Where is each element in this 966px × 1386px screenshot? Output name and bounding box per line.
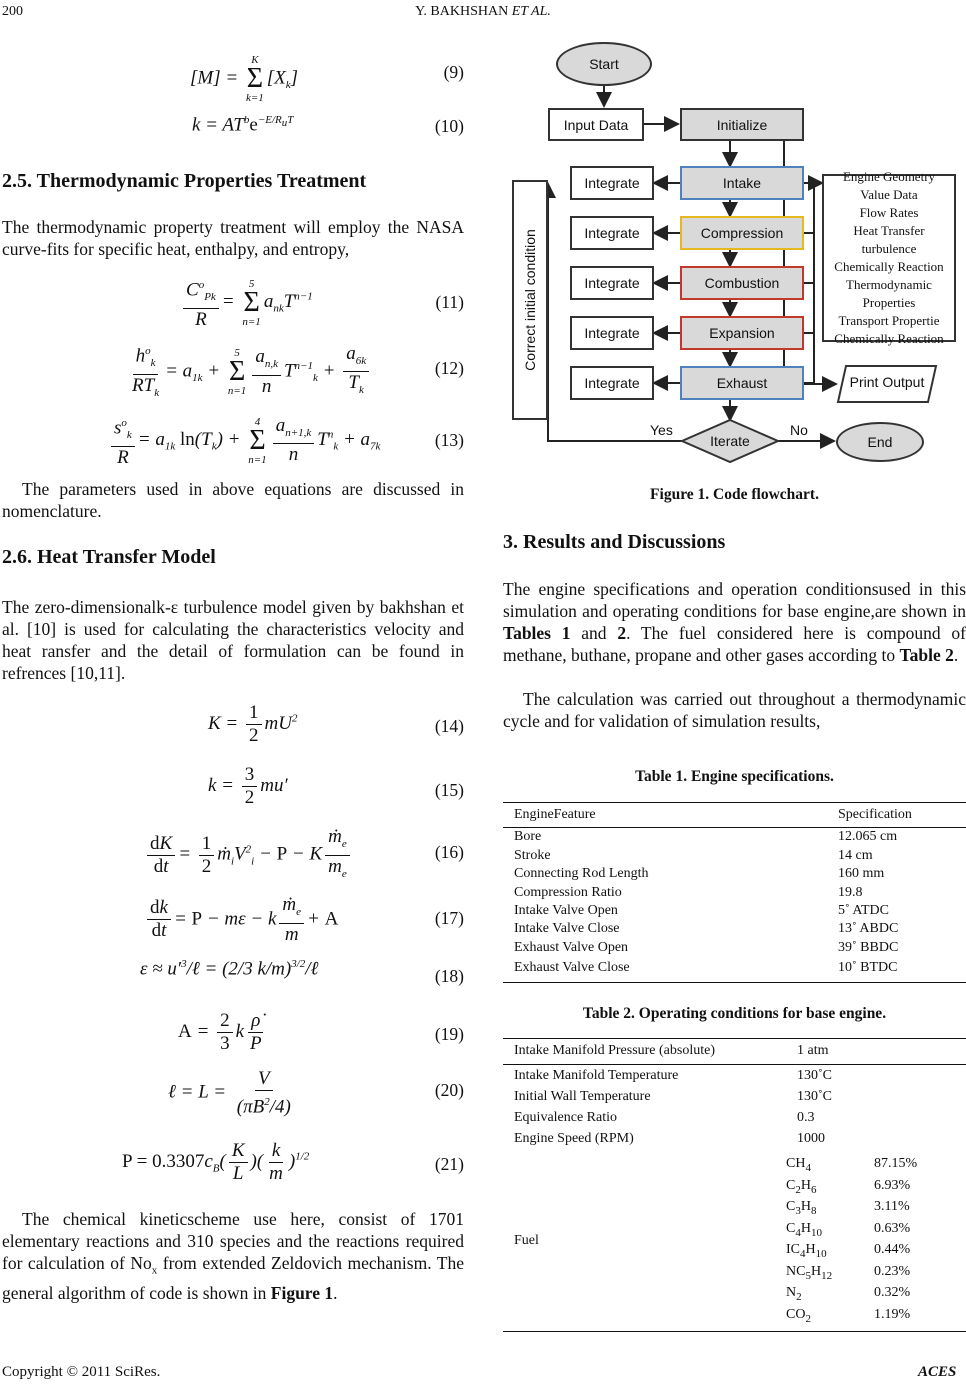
fuel-percent: 0.32%: [874, 1285, 911, 1301]
fuel-species: $CO_2$: [786, 1306, 811, 1325]
equation-9: [M] = K Σ k=1 $[X_k]$ (9): [190, 54, 464, 104]
paragraph-calculation: The calculation was carried out throughout a thermodynamic cycle and for validation of simulation results,: [503, 689, 966, 731]
equation-12: $\frac{h^o_k}{RT_k}$ = $a_{1k}$ + 5 Σ n=1 $\frac{a_{n,k}}{n}$ $T^{n-1}_k$ + $\frac{a_{6k}}{T_k}$ (12): [2, 340, 464, 396]
table-cell: 160 mm: [838, 866, 885, 882]
table-cell: 0.3: [797, 1110, 815, 1126]
fuel-species: $IC_4H_{10}$: [786, 1242, 827, 1261]
table-2-header-value: 1 atm: [797, 1043, 829, 1058]
no-label: No: [790, 422, 808, 438]
print-output-label: Print Output: [849, 374, 925, 390]
fuel-row: [786, 1196, 966, 1218]
paragraph-kinetics: The chemical kineticscheme use here, consist of 1701 elementary reactions and 310 species and the reactions required for calculation of $No_x$ from extended Zeldovich mechanism. The general algorithm of code is shown in Figure 1.: [2, 1209, 464, 1303]
table-2-link[interactable]: 2: [617, 623, 627, 643]
paragraph-heat-transfer: The zero-dimensionalk-ε turbulence model given by bakhshan et al. [10] is used for calculating the characteristics velocity and heat ransfer and the detail of formulation can be found in refrences [10,11].: [2, 597, 464, 683]
fuel-row: [786, 1304, 966, 1326]
table-cell: 14 cm: [838, 847, 873, 863]
iterate-label: Iterate: [710, 433, 750, 449]
table-cell: 39˚ BBDC: [838, 939, 899, 955]
end-node: End: [836, 422, 924, 462]
fuel-percent: 1.19%: [874, 1306, 911, 1322]
equation-17: $\frac{dk}{dt}$ = P − mε − k $\frac{ṁ_e}{m}$ + A (17): [2, 894, 464, 950]
initialize-box: Initialize: [680, 108, 804, 141]
table-row: [503, 902, 966, 920]
table-1: [503, 802, 966, 983]
table-row: [503, 920, 966, 938]
fuel-percent: 87.15%: [874, 1156, 918, 1172]
info-line: Chemically Reaction: [834, 331, 944, 346]
compression-box: Compression: [680, 216, 804, 250]
table-cell: Stroke: [514, 847, 551, 863]
table-1-header-feature: EngineFeature: [514, 807, 596, 822]
equation-10: $k = AT^be^{-E/R_uT}$ (10): [192, 114, 464, 136]
fuel-species: $C_2H_6$: [786, 1177, 817, 1196]
table-row: [503, 828, 966, 847]
fuel-percent: 0.23%: [874, 1263, 911, 1279]
table-row: [503, 1107, 966, 1128]
fuel-row: [786, 1175, 966, 1197]
table-1-link[interactable]: Tables 1: [503, 623, 571, 643]
table-row: [503, 865, 966, 883]
info-line: Heat Transfer: [853, 223, 925, 238]
table-cell: Compression Ratio: [514, 884, 622, 900]
info-line: Chemically Reaction: [834, 259, 944, 274]
info-line: Transport Propertie: [838, 313, 940, 328]
table-1-header-spec: Specification: [838, 807, 912, 822]
equation-18: $\varepsilon \approx u'^3/\ell = (2/3$ k/m)$^{3/2}$/ℓ (18): [140, 958, 464, 986]
info-line: Engine Geometry: [842, 169, 936, 184]
table-cell: Initial Wall Temperature: [514, 1089, 651, 1105]
table-cell: 130˚C: [797, 1068, 832, 1084]
table-row: [503, 1086, 966, 1107]
expansion-box: Expansion: [680, 316, 804, 350]
section-title-2-6: 2.6. Heat Transfer Model: [2, 546, 216, 568]
equation-21: $P = 0.3307c_B$( $\frac{K}{L}$ )( $\frac{k}{m}$ )$^{1/2}$ (21): [122, 1140, 464, 1184]
equation-20: ℓ = L = $\frac{V}{(\pi B^2/4)}$ (20): [168, 1068, 464, 1118]
equation-11: $\frac{C^o_{Pk}}{R}$ = 5 Σ n=1 $a_{nk}T^{n-1}$ (11): [2, 274, 464, 330]
equation-13: $\frac{s^o_k}{R}$ = $a_{1k}$ $\ln(T_k)$ + 4 Σ n=1 $\frac{a_{n+1,k}}{n}$ $T^n_k + a_{7k}$ (13): [2, 412, 464, 468]
right-column: [503, 0, 966, 1386]
equation-19: A = $\frac{2}{3}$ k $\frac{\rhȯ}{P}$ (19): [178, 1010, 464, 1054]
fuel-row: [786, 1239, 966, 1261]
info-line: Flow Rates: [859, 205, 919, 220]
info-line: turbulence: [861, 241, 917, 256]
table-cell: 12.065 cm: [838, 829, 898, 845]
yes-label: Yes: [650, 422, 673, 438]
equation-16: $\frac{dK}{dt}$ = $\frac{1}{2}$ $ṁ_iV^2_i - P - K$ $\frac{ṁ_e}{m_e}$ (16): [2, 826, 464, 882]
table-2: [503, 1038, 966, 1332]
fuel-percent: 3.11%: [874, 1199, 910, 1215]
section-title-2-5: 2.5. Thermodynamic Properties Treatment: [2, 170, 367, 192]
copyright: Copyright © 2011 SciRes.: [2, 1364, 161, 1380]
table-row: [503, 1065, 966, 1087]
integrate-box-3: Integrate: [570, 266, 654, 300]
fuel-species: $CH_4$: [786, 1156, 811, 1175]
correct-initial-condition-box: Correct initial condition: [512, 180, 548, 420]
fuel-row: [786, 1282, 966, 1304]
fuel-percent: 0.63%: [874, 1220, 911, 1236]
fuel-species: $NC_5H_{12}$: [786, 1263, 833, 1282]
table-row: [503, 847, 966, 865]
table-cell: Connecting Rod Length: [514, 866, 649, 882]
table-row: [503, 939, 966, 957]
table-2-header-param: Intake Manifold Pressure (absolute): [514, 1043, 715, 1058]
table-cell: Bore: [514, 829, 542, 845]
table-2-caption: Table 2. Operating conditions for base engine.: [582, 1005, 887, 1022]
paragraph-results: The engine specifications and operation conditionsused in this simulation and operating conditions for base engine,are shown in Tables 1 and 2. The fuel considered here is compound of methane, buthane, propane and other gases according to Table 2.: [503, 579, 966, 665]
integrate-box-1: Integrate: [570, 166, 654, 200]
intake-box: Intake: [680, 166, 804, 200]
table-cell: 10˚ BTDC: [838, 960, 898, 976]
combustion-box: Combustion: [680, 266, 804, 300]
integrate-box-4: Integrate: [570, 316, 654, 350]
equation-15: k = $\frac{3}{2}$ mu′ (15): [208, 764, 464, 808]
table-cell: 13˚ ABDC: [838, 921, 899, 937]
paragraph-thermo: The thermodynamic property treatment will employ the NASA curve-fits for specific heat, enthalpy, and entropy,: [2, 217, 464, 259]
table-cell: Intake Valve Close: [514, 921, 620, 937]
start-node: Start: [556, 42, 652, 86]
figure-1-caption: Figure 1. Code flowchart.: [650, 486, 819, 503]
fuel-percent: 6.93%: [874, 1177, 911, 1193]
table-cell: 130˚C: [797, 1089, 832, 1105]
table-cell: 5˚ ATDC: [838, 903, 889, 919]
table-row: [503, 957, 966, 982]
running-title: Y. BAKHSHAN ET AL.: [415, 4, 551, 19]
table-cell: Intake Valve Open: [514, 903, 618, 919]
figure-1-link[interactable]: Figure 1: [270, 1282, 334, 1303]
integrate-box-5: Integrate: [570, 366, 654, 400]
section-title-3: 3. Results and Discussions: [503, 531, 726, 553]
fuel-species: $C_4H_{10}$: [786, 1220, 822, 1239]
fuel-row: [786, 1261, 966, 1283]
info-line: Thermodynamic Properties: [846, 277, 932, 310]
table-cell: 1000: [797, 1131, 825, 1147]
info-line: Value Data: [860, 187, 918, 202]
table-cell: Exhaust Valve Close: [514, 960, 630, 976]
paragraph-params: The parameters used in above equations are discussed in nomenclature.: [2, 479, 464, 521]
equation-14: K = $\frac{1}{2}$ $mU^2$ (14): [208, 702, 464, 746]
table-row: [503, 884, 966, 902]
fuel-label: Fuel: [514, 1233, 539, 1249]
fuel-species-list: [786, 1153, 966, 1325]
table-cell: Exhaust Valve Open: [514, 939, 629, 955]
table-1-caption: Table 1. Engine specifications.: [635, 768, 834, 785]
table-cell: Equivalence Ratio: [514, 1110, 618, 1126]
input-data-box: Input Data: [548, 108, 644, 141]
fuel-percent: 0.44%: [874, 1242, 911, 1258]
fuel-row: [786, 1218, 966, 1240]
table-cell: Engine Speed (RPM): [514, 1131, 634, 1147]
fuel-row: [786, 1153, 966, 1175]
exhaust-box: Exhaust: [680, 366, 804, 400]
table-cell: 19.8: [838, 884, 863, 900]
journal-name: ACES: [918, 1364, 957, 1380]
page-number: 200: [2, 4, 23, 19]
fuel-composition: [503, 1149, 966, 1332]
fuel-species: $N_2$: [786, 1285, 802, 1304]
integrate-box-2: Integrate: [570, 216, 654, 250]
table-cell: Intake Manifold Temperature: [514, 1068, 679, 1084]
table-2-link-2[interactable]: Table 2: [899, 645, 954, 665]
left-column: [2, 0, 464, 1386]
table-row: [503, 1128, 966, 1149]
fuel-species: $C_3H_8$: [786, 1199, 817, 1218]
